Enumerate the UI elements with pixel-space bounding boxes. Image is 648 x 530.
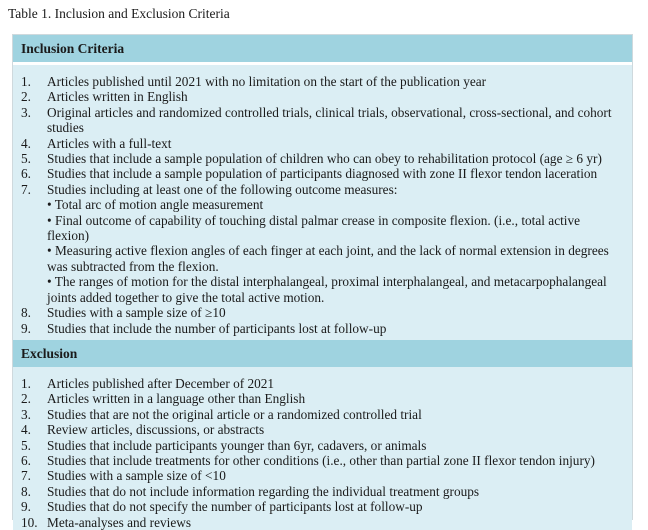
exclusion-item [13,422,632,437]
exclusion-item-text [47,376,632,391]
exclusion-item-label: Studies that are not the original article or a randomized controlled trial [47,406,422,422]
exclusion-item-text [47,453,632,468]
inclusion-outcome-measure: • The ranges of motion for the distal interphalangeal, proximal interphalangeal, and metacarpophalangeal joints added together to give the total active motion. [47,274,607,305]
inclusion-item-text [47,305,632,320]
inclusion-item-number: 6. [21,166,31,182]
exclusion-item-text [47,468,632,483]
exclusion-item-label: Review articles, discussions, or abstracts [47,422,265,438]
exclusion-item-text [47,422,632,437]
inclusion-item-text [47,74,632,89]
inclusion-item-text [47,151,632,166]
exclusion-item-number: 9. [21,499,31,515]
inclusion-item [13,321,632,336]
exclusion-item-number: 4. [21,422,31,438]
inclusion-item-number: 3. [21,104,31,120]
exclusion-section [13,367,632,530]
inclusion-item [13,136,632,151]
inclusion-item-label: Studies that include a sample population of children who can obey to rehabilitation protocol (age ≥ 6 yr) [47,151,602,167]
exclusion-item-text [47,515,632,530]
exclusion-item [13,468,632,483]
inclusion-item [13,89,632,104]
criteria-table [12,34,633,530]
exclusion-item-number: 1. [21,375,31,391]
inclusion-item-label: Studies that include a sample population of participants diagnosed with zone II flexor tendon laceration [47,166,598,182]
inclusion-item-number: 2. [21,89,31,105]
exclusion-item-label: Studies that include treatments for other conditions (i.e., other than partial zone II flexor tendon injury) [47,452,595,468]
inclusion-item-label: Articles written in English [47,89,188,105]
inclusion-item [13,305,632,320]
inclusion-item-label: Studies with a sample size of ≥10 [47,305,226,321]
exclusion-item [13,438,632,453]
inclusion-item-label: Studies including at least one of the following outcome measures: [47,181,398,197]
inclusion-outcome-measure: • Final outcome of capability of touching distal palmar crease in composite flexion. (i.e., total active flexion) [47,212,581,244]
inclusion-item-text [47,136,632,151]
exclusion-item-label: Studies that do not include information regarding the individual treatment groups [47,483,480,499]
exclusion-item [13,407,632,422]
inclusion-item-number: 4. [21,135,31,151]
inclusion-list [13,65,632,340]
exclusion-item [13,391,632,406]
exclusion-item-label: Studies that do not specify the number of participants lost at follow-up [47,499,423,515]
inclusion-item-text [47,105,632,136]
inclusion-item [13,151,632,166]
exclusion-item-number: 2. [21,391,31,407]
inclusion-item [13,74,632,89]
inclusion-item-label: Original articles and randomized controlled trials, clinical trials, observational, cross-sectional, and cohort studies [47,104,612,136]
exclusion-item [13,484,632,499]
inclusion-item-text [47,182,632,305]
inclusion-outcome-measure: • Measuring active flexion angles of each finger at each joint, and the lack of normal extension in degrees was subtracted from the flexion. [47,243,609,274]
exclusion-item [13,453,632,468]
exclusion-item-number: 10. [21,514,38,530]
exclusion-list [13,367,632,530]
exclusion-item-text [47,438,632,453]
inclusion-item-label: Articles published until 2021 with no limitation on the start of the publication year [47,74,487,89]
table-caption: Table 1. Inclusion and Exclusion Criteria [8,6,230,21]
exclusion-item-label: Articles published after December of 2021 [47,375,275,391]
exclusion-item [13,515,632,530]
inclusion-header: Inclusion Criteria [13,35,632,62]
inclusion-item-label: Articles with a full-text [47,135,172,151]
inclusion-item-number: 9. [21,320,31,336]
exclusion-item [13,499,632,514]
inclusion-item [13,182,632,305]
inclusion-section [13,65,632,340]
inclusion-item-number: 8. [21,305,31,321]
exclusion-item-number: 6. [21,452,31,468]
inclusion-item-number: 7. [21,181,31,197]
exclusion-item-number: 7. [21,468,31,484]
exclusion-item-label: Studies that include participants younger than 6yr, cadavers, or animals [47,437,427,453]
exclusion-item-text [47,391,632,406]
inclusion-item-text [47,89,632,104]
inclusion-item-text [47,321,632,336]
inclusion-item-text [47,166,632,181]
exclusion-item-text [47,484,632,499]
inclusion-item-label: Studies that include the number of participants lost at follow-up [47,320,387,336]
exclusion-item-label: Meta-analyses and reviews [47,514,191,530]
inclusion-outcome-measure: • Total arc of motion angle measurement [47,197,264,213]
inclusion-item [13,166,632,181]
exclusion-item-number: 3. [21,406,31,422]
inclusion-item [13,105,632,136]
exclusion-item-text [47,407,632,422]
exclusion-item-label: Studies with a sample size of <10 [47,468,226,484]
inclusion-item-number: 5. [21,151,31,167]
exclusion-item-text [47,499,632,514]
exclusion-item-number: 5. [21,437,31,453]
inclusion-item-number: 1. [21,74,31,89]
exclusion-item-label: Articles written in a language other than English [47,391,306,407]
exclusion-item-number: 8. [21,483,31,499]
exclusion-header: Exclusion [13,340,632,367]
exclusion-item [13,376,632,391]
